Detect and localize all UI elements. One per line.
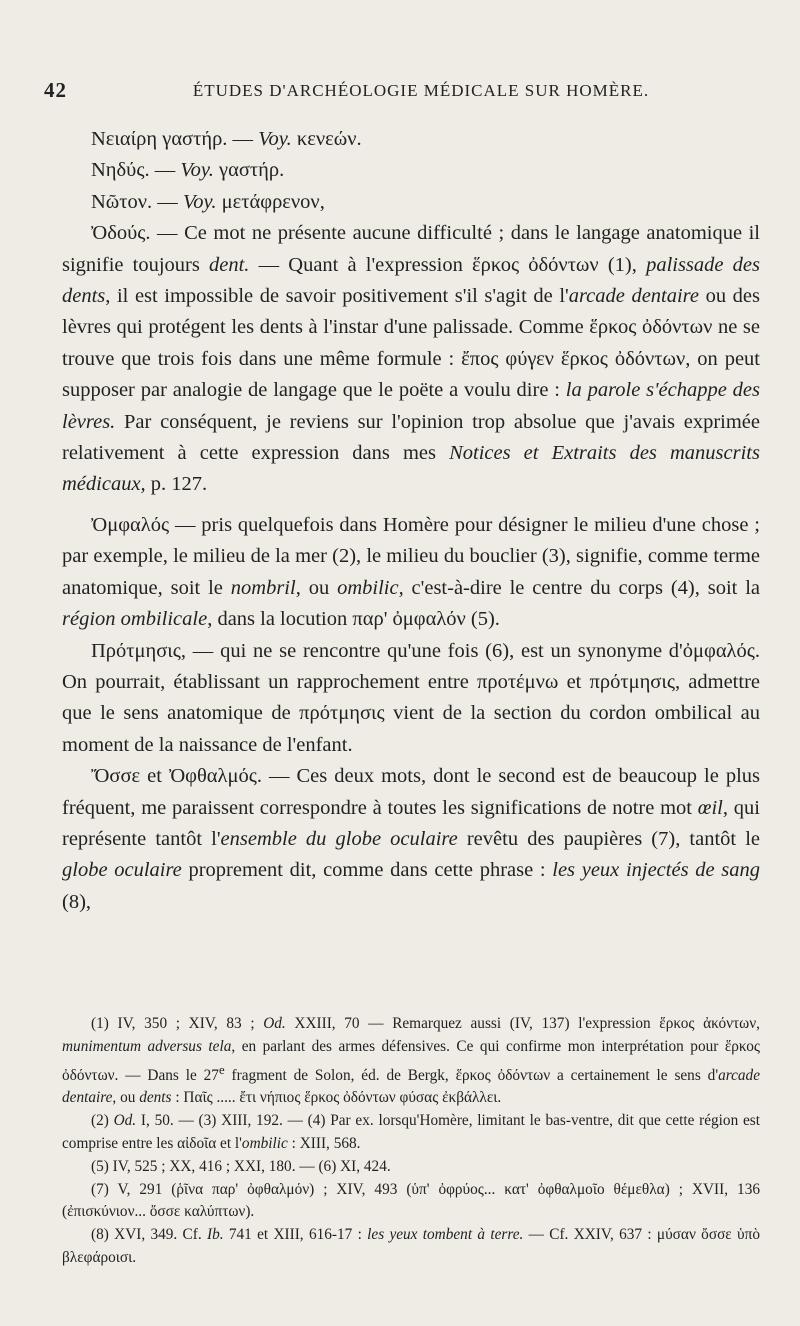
paragraph-odous: Ὀδούς. — Ce mot ne présente aucune difficulté ; dans le langage anatomique il signifie toujours dent. — Quant à l'expression ἕρκος ὀδόντων (1), palissade des dents, il est impossible de savoir positivement s'il s'agit de l'arcade dentaire ou des lèvres qui protégent les dents à l'instar d'une palissade. Comme ἕρκος ὀδόντων ne se trouve que trois fois dans une même formule : ἔπος φύγεν ἕρκος ὀδόντων, on peut supposer par analogie de langage que le poëte a voulu dire : la parole s'échappe des lèvres. Par conséquent, je reviens sur l'opinion trop absolue que j'avais exprimée relativement à cette expression dans mes Notices et Extraits des manuscrits médicaux, p. 127. bbox=[62, 222, 761, 496]
entry-noton: Νῶτον. — Voy. μετάφρενον, bbox=[91, 190, 325, 213]
running-title: ÉTUDES D'ARCHÉOLOGIE MÉDICALE SUR HOMÈRE. bbox=[192, 81, 650, 100]
entry-neiaire: Νειαίρη γαστήρ. — Voy. κενεών. bbox=[91, 128, 362, 150]
footnote-1: (1) IV, 350 ; XIV, 83 ; Od. XXIII, 70 — Remarquez aussi (IV, 137) l'expression ἕρκος ἀκόντων, munimentum adversus tela, en parlant des armes défensives. Ce qui confirme mon interprétation pour ἕρκος ὀδόντων. — Dans le 27e fragment de Solon, éd. de Bergk, ἕρκος ὀδόντων a certainement le sens d'arcade dentaire, ou dents : Παῖς ..... ἔτι νήπιος ἕρκος ὀδόντων φύσας ἐκβάλλει. bbox=[62, 1015, 760, 1107]
page-header bbox=[44, 78, 738, 108]
paragraph-osse: Ὄσσε et Ὀφθαλμός. — Ces deux mots, dont le second est de beaucoup le plus fréquent, me paraissent correspondre à toutes les significations de notre mot œil, qui représente tantôt l'ensemble du globe oculaire revêtu des paupières (7), tantôt le globe oculaire proprement dit, comme dans cette phrase : les yeux injectés de sang (8), bbox=[62, 765, 761, 913]
footnote-4: (7) V, 291 (ῥῖνα παρ' ὀφθαλμόν) ; XIV, 493 (ὑπ' ὀφρύος... κατ' ὀφθαλμοῖο θέμεθλα) ; XVII, 136 (ἐπισκύνιον... ὄσσε καλύπτων). bbox=[62, 1180, 760, 1221]
footnote-2: (2) Od. I, 50. — (3) XIII, 192. — (4) Par ex. lorsqu'Homère, limitant le bas-ventre, dit que cette région est comprise entre les αἰδοῖα et l'ombilic : XIII, 568. bbox=[62, 1112, 760, 1153]
entry-nedus: Νηδύς. — Voy. γαστήρ. bbox=[91, 159, 285, 182]
footnote-3: (5) IV, 525 ; XX, 416 ; XXI, 180. — (6) XI, 424. bbox=[91, 1157, 391, 1175]
paragraph-protmesis: Πρότμησις, — qui ne se rencontre qu'une fois (6), est un synonyme d'ὀμφαλός. On pourrait, établissant un rapprochement entre προτέμνω et πρότμησις, admettre que le sens anatomique de πρότμησις vient de la section du cordon ombilical au moment de la naissance de l'enfant. bbox=[62, 639, 760, 756]
footnote-5: (8) XVI, 349. Cf. Ib. 741 et XIII, 616-17 : les yeux tombent à terre. — Cf. XXIV, 637 : μύσαν ὄσσε ὑπὸ βλεφάροισι. bbox=[62, 1226, 760, 1267]
paragraph-omphalos: Ὀμφαλός — pris quelquefois dans Homère pour désigner le milieu d'une chose ; par exemple, le milieu de la mer (2), le milieu du bouclier (3), signifie, comme terme anatomique, soit le nombril, ou ombilic, c'est-à-dire le centre du corps (4), soit la région ombilicale, dans la locution παρ' ὀμφαλόν (5). bbox=[62, 513, 760, 631]
page-number: 42 bbox=[44, 78, 67, 102]
footnotes bbox=[62, 1013, 760, 1270]
main-text bbox=[62, 124, 760, 918]
